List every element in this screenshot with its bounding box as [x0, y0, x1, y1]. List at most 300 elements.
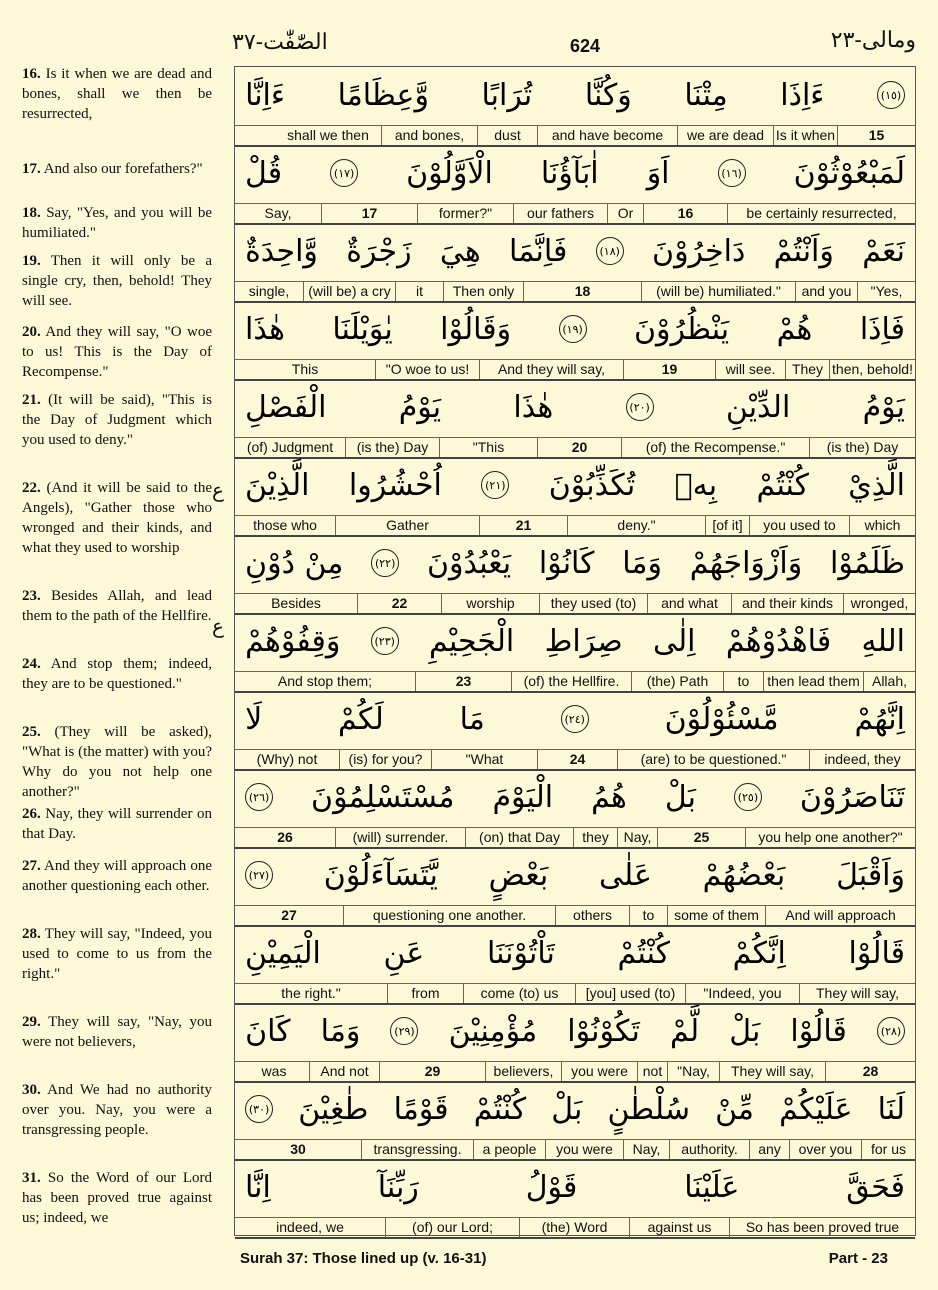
gloss-cell: (of) the Recompense." — [621, 438, 809, 457]
verse-number: 23. — [22, 588, 41, 604]
arabic-word: قَالُوْا — [848, 935, 905, 971]
verse-text: Nay, they will surrender on that Day. — [22, 806, 212, 842]
gloss-cell: indeed, we — [276, 1219, 344, 1235]
gloss-cell: and have become — [537, 126, 677, 145]
verse-number: 21. — [22, 392, 41, 408]
verse-end-marker: (٢٢) — [371, 549, 399, 577]
verse-number-cell: 24 — [537, 750, 617, 769]
arabic-word: وَقِفُوْهُمْ — [245, 623, 341, 659]
verse-number-cell: 19 — [623, 360, 715, 379]
grid-row — [235, 847, 915, 927]
gloss-cell: to — [723, 672, 763, 691]
english-gloss-line — [235, 827, 915, 847]
verse-number: 26. — [22, 806, 41, 822]
grid-row — [235, 1081, 915, 1161]
arabic-word: سُلْطٰنٍ — [607, 1091, 690, 1127]
translation-verse — [0, 390, 212, 450]
arabic-line — [235, 925, 915, 981]
translation-verse — [0, 1168, 212, 1228]
gloss-cell: (will) surrender. — [335, 828, 465, 847]
gloss-cell: they used (to) — [539, 594, 647, 613]
arabic-line — [235, 1003, 915, 1059]
translation-verse — [0, 159, 212, 179]
arabic-word: مِنْ دُوْنِ — [245, 545, 344, 581]
gloss-cell: single, — [248, 283, 290, 299]
verse-number-cell: 23 — [415, 672, 511, 691]
english-gloss-line — [235, 671, 915, 691]
arabic-word: هٰذَا — [513, 389, 554, 425]
ruku-mark: ع — [212, 478, 224, 502]
arabic-word: وَاَقْبَلَ — [836, 857, 905, 893]
arabic-word: تَكُوْنُوْا — [567, 1013, 640, 1049]
arabic-line — [235, 379, 915, 435]
grid-row — [235, 535, 915, 615]
translation-verse — [0, 924, 212, 984]
gloss-cell: (of) Judgment — [246, 439, 334, 455]
verse-number: 18. — [22, 205, 41, 221]
verse-text: So the Word of our Lord has been proved true against us; indeed, we — [22, 1170, 212, 1226]
grid-row — [235, 1003, 915, 1083]
surah-name-arabic: الصّٰفّٰت-٣٧ — [232, 30, 328, 55]
arabic-word: عَنِ — [383, 935, 425, 971]
gloss-cell: "O woe to us! — [375, 360, 479, 379]
gloss-cell: (will be) humiliated." — [641, 282, 795, 301]
gloss-cell: (are) to be questioned." — [617, 750, 809, 769]
translation-verse — [0, 478, 212, 558]
verse-number-cell: 18 — [523, 282, 641, 301]
gloss-cell: Gather — [335, 516, 479, 535]
arabic-word: يَعْبُدُوْنَ — [426, 545, 512, 581]
verse-number-cell: 16 — [643, 204, 727, 223]
verse-number: 22. — [22, 480, 41, 496]
translation-verse — [0, 856, 212, 896]
grid-row — [235, 379, 915, 459]
gloss-cell: shall we then — [287, 127, 369, 143]
arabic-word: كَانَ — [245, 1013, 291, 1049]
verse-text: Is it when we are dead and bones, shall we then be resurrected, — [22, 66, 213, 122]
english-gloss-line — [235, 1139, 915, 1159]
gloss-cell: And will approach — [765, 906, 915, 925]
verse-text: (They will be asked), "What is (the matter) with you? Why do you not help one another?" — [22, 724, 212, 800]
grid-row — [235, 223, 915, 303]
arabic-word: تُكَذِّبُوْنَ — [548, 467, 636, 503]
arabic-word: صِرَاطِ — [544, 623, 623, 659]
english-gloss-line — [235, 515, 915, 535]
arabic-word: الْاَوَّلُوْنَ — [406, 155, 493, 191]
gloss-cell: believers, — [485, 1062, 561, 1081]
arabic-word: وَّاحِدَةٌ — [245, 233, 318, 269]
verse-number-cell: 30 — [290, 1141, 306, 1157]
arabic-word: يَّتَسَآءَلُوْنَ — [323, 857, 438, 893]
gloss-cell: and you — [795, 282, 857, 301]
arabic-line — [235, 223, 915, 279]
verse-end-marker: (٢٩) — [390, 1017, 418, 1045]
arabic-word: الْيَمِيْنِ — [245, 935, 321, 971]
gloss-cell: (is the) Day — [345, 438, 439, 457]
verse-number: 20. — [22, 324, 41, 340]
grid-row — [235, 457, 915, 537]
verse-number: 17. — [22, 161, 41, 177]
arabic-word: كَانُوْا — [538, 545, 595, 581]
gloss-cell: Besides — [271, 595, 321, 611]
gloss-cell: Nay, — [617, 828, 657, 847]
arabic-word: اِنَّكُمْ — [732, 935, 786, 971]
gloss-cell: others — [555, 906, 629, 925]
verse-end-marker: (١٩) — [559, 315, 587, 343]
english-gloss-line — [235, 359, 915, 379]
gloss-cell: (of) our Lord; — [385, 1218, 519, 1237]
grid-row — [235, 769, 915, 849]
arabic-word: وَاَزْوَاجَهُمْ — [689, 545, 803, 581]
arabic-line — [235, 457, 915, 513]
arabic-word: قَوْلُ — [525, 1169, 578, 1205]
english-gloss-line — [235, 281, 915, 301]
ruku-mark: ع — [212, 614, 224, 638]
gloss-cell: Then only — [443, 282, 523, 301]
gloss-cell: over you — [789, 1140, 861, 1159]
english-gloss-line — [235, 983, 915, 1003]
gloss-cell: dust — [477, 126, 537, 145]
gloss-cell: against us — [629, 1218, 729, 1237]
verse-number: 16. — [22, 66, 41, 82]
gloss-cell: (the) Path — [631, 672, 723, 691]
arabic-word: مُسْتَسْلِمُوْنَ — [311, 779, 455, 815]
gloss-cell: you were — [545, 1140, 623, 1159]
gloss-cell: They will say, — [719, 1062, 825, 1081]
gloss-cell: "Yes, — [857, 282, 915, 301]
footer-surah-title: Surah 37: Those lined up (v. 16-31) — [240, 1250, 487, 1267]
verse-number-cell: 21 — [479, 516, 567, 535]
arabic-line — [235, 1159, 915, 1215]
gloss-cell: then lead them — [763, 672, 863, 691]
gloss-cell: "Nay, — [667, 1062, 719, 1081]
english-gloss-line — [235, 125, 915, 145]
gloss-cell: authority. — [669, 1140, 749, 1159]
gloss-cell: will see. — [715, 360, 785, 379]
grid-row — [235, 691, 915, 771]
gloss-cell: and what — [647, 594, 731, 613]
arabic-word: بَلْ — [551, 1091, 583, 1127]
arabic-word: قُلْ — [245, 155, 283, 191]
gloss-cell: Or — [607, 204, 643, 223]
verse-end-marker: (٢٣) — [371, 627, 399, 655]
verse-text: And they will approach one another questioning each other. — [22, 858, 212, 894]
gloss-cell: was — [261, 1063, 287, 1079]
verse-number: 24. — [22, 656, 41, 672]
arabic-word: الَّذِيْنَ — [245, 467, 310, 503]
gloss-cell: some of them — [667, 906, 765, 925]
english-gloss-line — [235, 437, 915, 457]
verse-end-marker: (٢٨) — [877, 1017, 905, 1045]
arabic-word: لَا — [245, 701, 263, 737]
gloss-cell: [of it] — [705, 516, 749, 535]
gloss-cell: former?" — [417, 204, 513, 223]
gloss-cell: [you] used (to) — [575, 984, 685, 1003]
gloss-cell: be certainly resurrected, — [727, 204, 915, 223]
arabic-word: عَلٰى — [599, 857, 652, 893]
arabic-line — [235, 1081, 915, 1137]
arabic-word: ءَاِنَّا — [245, 77, 285, 113]
verse-number-cell: 20 — [537, 438, 621, 457]
arabic-word: قَالُوْا — [790, 1013, 847, 1049]
gloss-cell: you help one another?" — [745, 828, 915, 847]
arabic-word: هُمُ — [591, 779, 627, 815]
gloss-cell: "This — [439, 438, 537, 457]
translation-verse — [0, 1080, 212, 1140]
verse-end-marker: (٢٤) — [561, 705, 589, 733]
arabic-word: لَمَبْعُوْثُوْنَ — [793, 155, 905, 191]
verse-end-marker: (٢٦) — [245, 783, 273, 811]
arabic-word: ءَاِذَا — [780, 77, 825, 113]
verse-number: 28. — [22, 926, 41, 942]
arabic-word: هٰذَا — [245, 311, 285, 347]
arabic-word: زَجْرَةٌ — [346, 233, 412, 269]
grid-row — [235, 67, 915, 147]
gloss-cell: Say, — [264, 205, 292, 221]
arabic-word: هُمْ — [776, 311, 813, 347]
verse-end-marker: (٢٧) — [245, 861, 273, 889]
gloss-cell: (on) that Day — [465, 828, 573, 847]
verse-end-marker: (١٦) — [718, 159, 746, 187]
verse-number-cell: 26 — [277, 829, 293, 845]
arabic-word: عَلَيْكُمْ — [779, 1091, 853, 1127]
gloss-cell: They — [785, 360, 829, 379]
verse-number-cell: 28 — [825, 1062, 915, 1081]
verse-number-cell: 29 — [379, 1062, 485, 1081]
arabic-word: يَوْمُ — [398, 389, 442, 425]
arabic-word: وَكُنَّا — [584, 77, 632, 113]
arabic-word: بَعْضٍ — [488, 857, 549, 893]
arabic-word: فَحَقَّ — [846, 1169, 905, 1205]
gloss-cell: not — [637, 1062, 667, 1081]
gloss-cell: you used to — [749, 516, 849, 535]
verse-number: 19. — [22, 253, 41, 269]
translation-verse — [0, 251, 212, 311]
page-number: 624 — [569, 36, 601, 56]
verse-number-cell: 15 — [837, 126, 915, 145]
translation-verse — [0, 1012, 212, 1052]
arabic-word: مَا — [459, 701, 485, 737]
verse-end-marker: (٢١) — [481, 471, 509, 499]
translation-verse — [0, 654, 212, 694]
arabic-word: اٰبَآؤُنَا — [540, 155, 599, 191]
arabic-line — [235, 145, 915, 201]
arabic-word: طٰغِيْنَ — [298, 1091, 369, 1127]
english-gloss-line — [235, 593, 915, 613]
verse-number-cell: 25 — [657, 828, 745, 847]
arabic-word: يَنْظُرُوْنَ — [634, 311, 730, 347]
verse-number: 25. — [22, 724, 41, 740]
english-gloss-line — [235, 749, 915, 769]
arabic-word: رَبِّنَآ — [377, 1169, 419, 1205]
arabic-word: مُؤْمِنِيْنَ — [448, 1013, 538, 1049]
gloss-cell: come (to) us — [463, 984, 575, 1003]
verse-end-marker: (١٨) — [596, 237, 624, 265]
arabic-word: فَاهْدُوْهُمْ — [725, 623, 832, 659]
gloss-cell: Allah, — [863, 672, 915, 691]
gloss-cell: which — [849, 516, 915, 535]
arabic-word: اللهِ — [861, 623, 905, 659]
translation-verse — [0, 804, 212, 844]
verse-number: 27. — [22, 858, 41, 874]
arabic-word: بَعْضُهُمْ — [702, 857, 786, 893]
translation-column — [0, 64, 216, 1244]
verse-text: (It will be said), "This is the Day of Judgment which you used to deny." — [22, 392, 213, 448]
arabic-line — [235, 613, 915, 669]
verse-number: 31. — [22, 1170, 41, 1186]
gloss-cell: those who — [253, 517, 317, 533]
grid-row — [235, 925, 915, 1005]
verse-number-cell: 17 — [321, 204, 417, 223]
gloss-cell: a people — [473, 1140, 545, 1159]
arabic-word: اِنَّا — [245, 1169, 271, 1205]
arabic-line — [235, 769, 915, 825]
gloss-cell: the right." — [281, 985, 341, 1001]
gloss-cell: you were — [561, 1062, 637, 1081]
verse-end-marker: (٣٠) — [245, 1095, 273, 1123]
english-gloss-line — [235, 1061, 915, 1081]
arabic-word: عَلَيْنَا — [684, 1169, 740, 1205]
arabic-word: وَّعِظَامًا — [337, 77, 429, 113]
arabic-word: الدِّيْنِ — [725, 389, 791, 425]
english-gloss-line — [235, 1217, 915, 1237]
verse-text: They will say, "Indeed, you used to come to us from the right." — [22, 926, 212, 982]
word-by-word-grid — [234, 66, 916, 1236]
page-header — [0, 0, 938, 62]
arabic-word: كُنْتُمْ — [473, 1091, 527, 1127]
arabic-line — [235, 67, 915, 123]
gloss-cell: And stop them; — [277, 673, 373, 689]
arabic-word: يَوْمُ — [862, 389, 905, 425]
gloss-cell: They will say, — [799, 984, 915, 1003]
arabic-word: تَنَاصَرُوْنَ — [799, 779, 905, 815]
arabic-word: نَعَمْ — [862, 233, 905, 269]
gloss-cell: (is) for you? — [339, 750, 431, 769]
part-name-arabic: ومالی-٢٣ — [830, 28, 916, 53]
arabic-line — [235, 301, 915, 357]
arabic-word: قَوْمًا — [393, 1091, 449, 1127]
gloss-cell: then, behold! — [829, 360, 915, 379]
verse-number: 30. — [22, 1082, 41, 1098]
grid-row — [235, 1159, 915, 1239]
gloss-cell: for us — [861, 1140, 915, 1159]
english-gloss-line — [235, 203, 915, 223]
gloss-cell: And they will say, — [479, 360, 623, 379]
arabic-word: وَقَالُوْا — [440, 311, 512, 347]
verse-text: And they will say, "O woe to us! This is the Day of Recompense." — [22, 324, 212, 380]
gloss-cell: transgressing. — [361, 1140, 473, 1159]
gloss-cell: (Why) not — [256, 751, 318, 767]
gloss-cell: (is the) Day — [809, 438, 915, 457]
arabic-word: وَمَا — [320, 1013, 361, 1049]
gloss-cell: Nay, — [623, 1140, 669, 1159]
verse-text: And also our forefathers?" — [43, 161, 203, 177]
verse-number-cell: 22 — [357, 594, 441, 613]
gloss-cell: This — [291, 361, 319, 377]
verse-end-marker: (٢٠) — [626, 393, 654, 421]
gloss-cell: questioning one another. — [343, 906, 555, 925]
arabic-word: اِنَّهُمْ — [854, 701, 905, 737]
arabic-line — [235, 535, 915, 591]
footer-part-number: Part - 23 — [828, 1250, 888, 1267]
arabic-word: وَمَا — [622, 545, 662, 581]
translation-verse — [0, 722, 212, 802]
verse-text: Besides Allah, and lead them to the path of the Hellfire. — [22, 588, 212, 624]
gloss-cell: and bones, — [381, 126, 477, 145]
translation-verse — [0, 322, 212, 382]
verse-end-marker: (١٧) — [330, 159, 358, 187]
gloss-cell: (of) the Hellfire. — [511, 672, 631, 691]
arabic-word: فَاِذَا — [859, 311, 905, 347]
arabic-word: فَاِنَّمَا — [509, 233, 568, 269]
arabic-word: كُنْتُمْ — [617, 935, 670, 971]
arabic-word: الْفَصْلِ — [245, 389, 327, 425]
gloss-cell: they — [573, 828, 617, 847]
gloss-cell: indeed, they — [809, 750, 915, 769]
gloss-cell: wronged, — [843, 594, 915, 613]
arabic-word: لَكُمْ — [338, 701, 384, 737]
gloss-cell: we are dead — [677, 126, 773, 145]
translation-verse — [0, 586, 212, 626]
arabic-word: كُنْتُمْ — [756, 467, 809, 503]
gloss-cell: (the) Word — [519, 1218, 629, 1237]
verse-end-marker: (٢٥) — [734, 783, 762, 811]
gloss-cell: it — [395, 282, 443, 301]
gloss-cell: So has been proved true — [729, 1218, 915, 1237]
verse-text: (And it will be said to the Angels), "Gather those who wronged and their kinds, and what they used to worship — [22, 480, 213, 556]
gloss-cell: "What — [431, 750, 537, 769]
gloss-cell: and their kinds — [731, 594, 843, 613]
arabic-word: بَلْ — [729, 1013, 761, 1049]
gloss-cell: worship — [441, 594, 539, 613]
arabic-word: اَوَ — [646, 155, 670, 191]
page-footer — [236, 1250, 916, 1278]
arabic-line — [235, 847, 915, 903]
verse-text: They will say, "Nay, you were not believers, — [22, 1014, 212, 1050]
translation-verse — [0, 203, 212, 243]
verse-text: And stop them; indeed, they are to be questioned." — [22, 656, 212, 692]
arabic-word: بِهٖ — [674, 467, 718, 503]
arabic-word: الْيَوْمَ — [492, 779, 554, 815]
gloss-cell: Is it when — [773, 126, 837, 145]
english-gloss-line — [235, 905, 915, 925]
arabic-word: لَنَا — [877, 1091, 905, 1127]
verse-text: And We had no authority over you. Nay, you were a transgressing people. — [22, 1082, 212, 1138]
arabic-word: الْجَحِيْمِ — [429, 623, 515, 659]
arabic-word: تُرَابًا — [481, 77, 533, 113]
gloss-cell: our fathers — [513, 204, 607, 223]
arabic-word: بَلْ — [664, 779, 696, 815]
gloss-cell: (will be) a cry — [303, 282, 395, 301]
gloss-cell: to — [629, 906, 667, 925]
arabic-word: تَاْتُوْنَنَا — [486, 935, 555, 971]
arabic-word: يٰوَيْلَنَا — [332, 311, 393, 347]
verse-end-marker: (١٥) — [877, 81, 905, 109]
gloss-cell: any — [749, 1140, 789, 1159]
grid-row — [235, 301, 915, 381]
verse-number-cell: 27 — [281, 907, 297, 923]
gloss-cell: from — [387, 984, 463, 1003]
verse-text: Then it will only be a single cry, then, behold! They will see. — [22, 253, 212, 309]
grid-row — [235, 613, 915, 693]
gloss-cell: "Indeed, you — [685, 984, 799, 1003]
arabic-line — [235, 691, 915, 747]
verse-number: 29. — [22, 1014, 41, 1030]
gloss-cell: And not — [309, 1062, 379, 1081]
translation-verse — [0, 64, 212, 124]
arabic-word: لَّمْ — [670, 1013, 700, 1049]
arabic-word: الَّذِيْ — [848, 467, 905, 503]
